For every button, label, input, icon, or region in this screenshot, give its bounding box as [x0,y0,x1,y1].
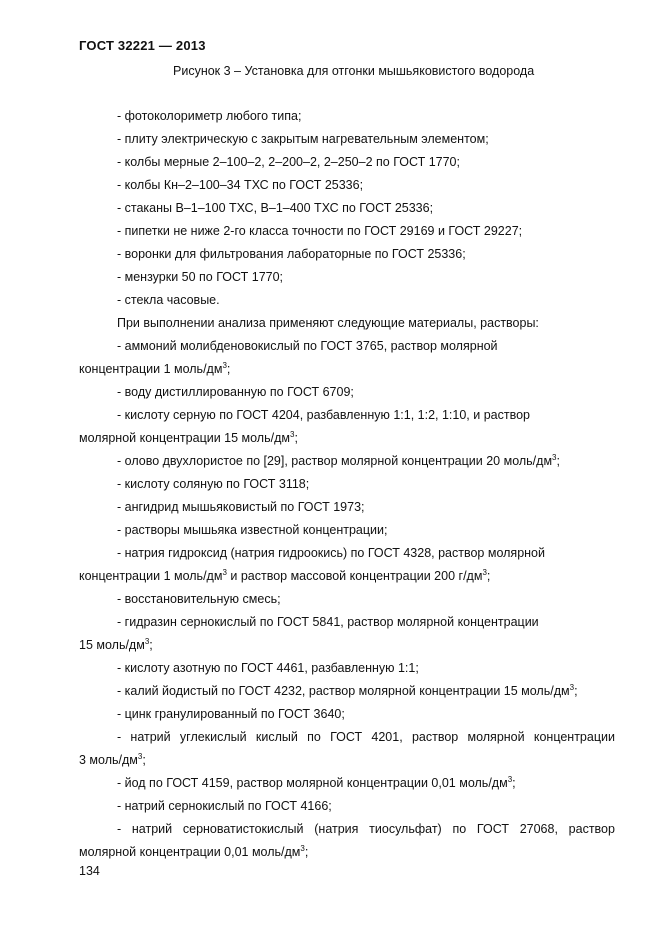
body-text [79,105,615,864]
list-item: - плиту электрическую с закрытым нагревательным элементом; [117,132,489,146]
list-item-continuation: концентрации 1 моль/$дм^3$; [79,361,231,376]
list-item: - цинк гранулированный по ГОСТ 3640; [117,707,345,721]
superscript: 3 [222,361,227,370]
list-item: - гидразин сернокислый по ГОСТ 5841, раствор молярной концентрации [117,615,539,629]
word: - [117,822,122,836]
word: по [452,822,467,836]
list-item: - кислоту соляную по ГОСТ 3118; [117,477,310,491]
list-item: - натрий сернокислый по ГОСТ 4166; [117,799,332,813]
superscript: 3 [222,568,227,577]
list-item: - пипетки не ниже 2-го класса точности по ГОСТ 29169 и ГОСТ 29227; [117,224,523,238]
list-item: - кислоту серную по ГОСТ 4204, разбавленную 1:1, 1:2, 1:10, и раствор [117,408,530,422]
word: - [117,730,122,744]
list-item: - калий йодистый по ГОСТ 4232, раствор молярной концентрации 15 моль/$дм^3$; [117,683,578,698]
list-item: - ангидрид мышьяковистый по ГОСТ 1973; [117,500,365,514]
word: 27068, [519,822,558,836]
word: 4201, [371,730,403,744]
list-item: - олово двухлористое по [29], раствор молярной концентрации 20 моль/$дм^3$; [117,453,560,468]
superscript: 3 [289,430,295,439]
word: молярной [467,730,525,744]
word: натрий [131,822,173,836]
list-item: - кислоту азотную по ГОСТ 4461, разбавленную 1:1; [117,661,419,675]
list-item: - колбы Кн–2–100–34 ТХС по ГОСТ 25336; [117,178,364,192]
document-header: ГОСТ 32221 — 2013 [79,38,206,53]
list-item: - йод по ГОСТ 4159, раствор молярной концентрации 0,01 моль/$дм^3$; [117,775,516,790]
word: тиосульфат) [369,822,442,836]
list-item-justified [79,726,615,749]
word: серноватистокислый [182,822,304,836]
superscript: 3 [552,453,557,462]
superscript: 3 [507,775,513,784]
list-item-continuation: молярной концентрации 0,01 моль/$дм^3$; [79,844,309,859]
list-item-continuation: молярной концентрации 15 моль/$дм^3$; [79,430,298,445]
word: раствор [568,822,615,836]
word: ГОСТ [330,730,363,744]
list-item-continuation: 3 моль/$дм^3$; [79,752,146,767]
list-item: - стаканы В–1–100 ТХС, В–1–400 ТХС по ГОСТ 25336; [117,201,434,215]
superscript: 3 [300,844,305,853]
word: ГОСТ [476,822,509,836]
list-item: - натрия гидроксид (натрия гидроокись) по ГОСТ 4328, раствор молярной [117,546,545,560]
word: раствор [411,730,459,744]
list-item: - стекла часовые. [117,293,220,307]
superscript: 3 [569,683,575,692]
word: по [307,730,321,744]
list-item-continuation: концентрации 1 моль/$дм^3$ и раствор массовой концентрации 200 $г/дм^3$; [79,568,491,583]
list-item: - аммоний молибденовокислый по ГОСТ 3765, раствор молярной [117,339,498,353]
list-item: - воронки для фильтрования лабораторные по ГОСТ 25336; [117,247,466,261]
figure-caption: Рисунок 3 – Установка для отгонки мышьяковистого водорода [173,64,535,78]
page-number: 134 [79,864,100,878]
list-item: - мензурки 50 по ГОСТ 1770; [117,270,284,284]
superscript: 3 [144,637,150,646]
list-item: - воду дистиллированную по ГОСТ 6709; [117,385,354,399]
word: (натрия [314,822,359,836]
list-item-continuation: 15 моль/$дм^3$; [79,637,153,652]
list-item: - растворы мышьяка известной концентрации; [117,523,388,537]
list-item: - фотоколориметр любого типа; [117,109,302,123]
list-item: - колбы мерные 2–100–2, 2–200–2, 2–250–2 по ГОСТ 1770; [117,155,460,169]
word: натрий [130,730,171,744]
word: кислый [255,730,298,744]
word: концентрации [533,730,615,744]
superscript: 3 [482,568,487,577]
materials-intro: При выполнении анализа применяют следующие материалы, растворы: [117,316,539,330]
superscript: 3 [137,752,143,761]
word: углекислый [179,730,247,744]
list-item-justified [79,818,615,841]
list-item: - восстановительную смесь; [117,592,281,606]
